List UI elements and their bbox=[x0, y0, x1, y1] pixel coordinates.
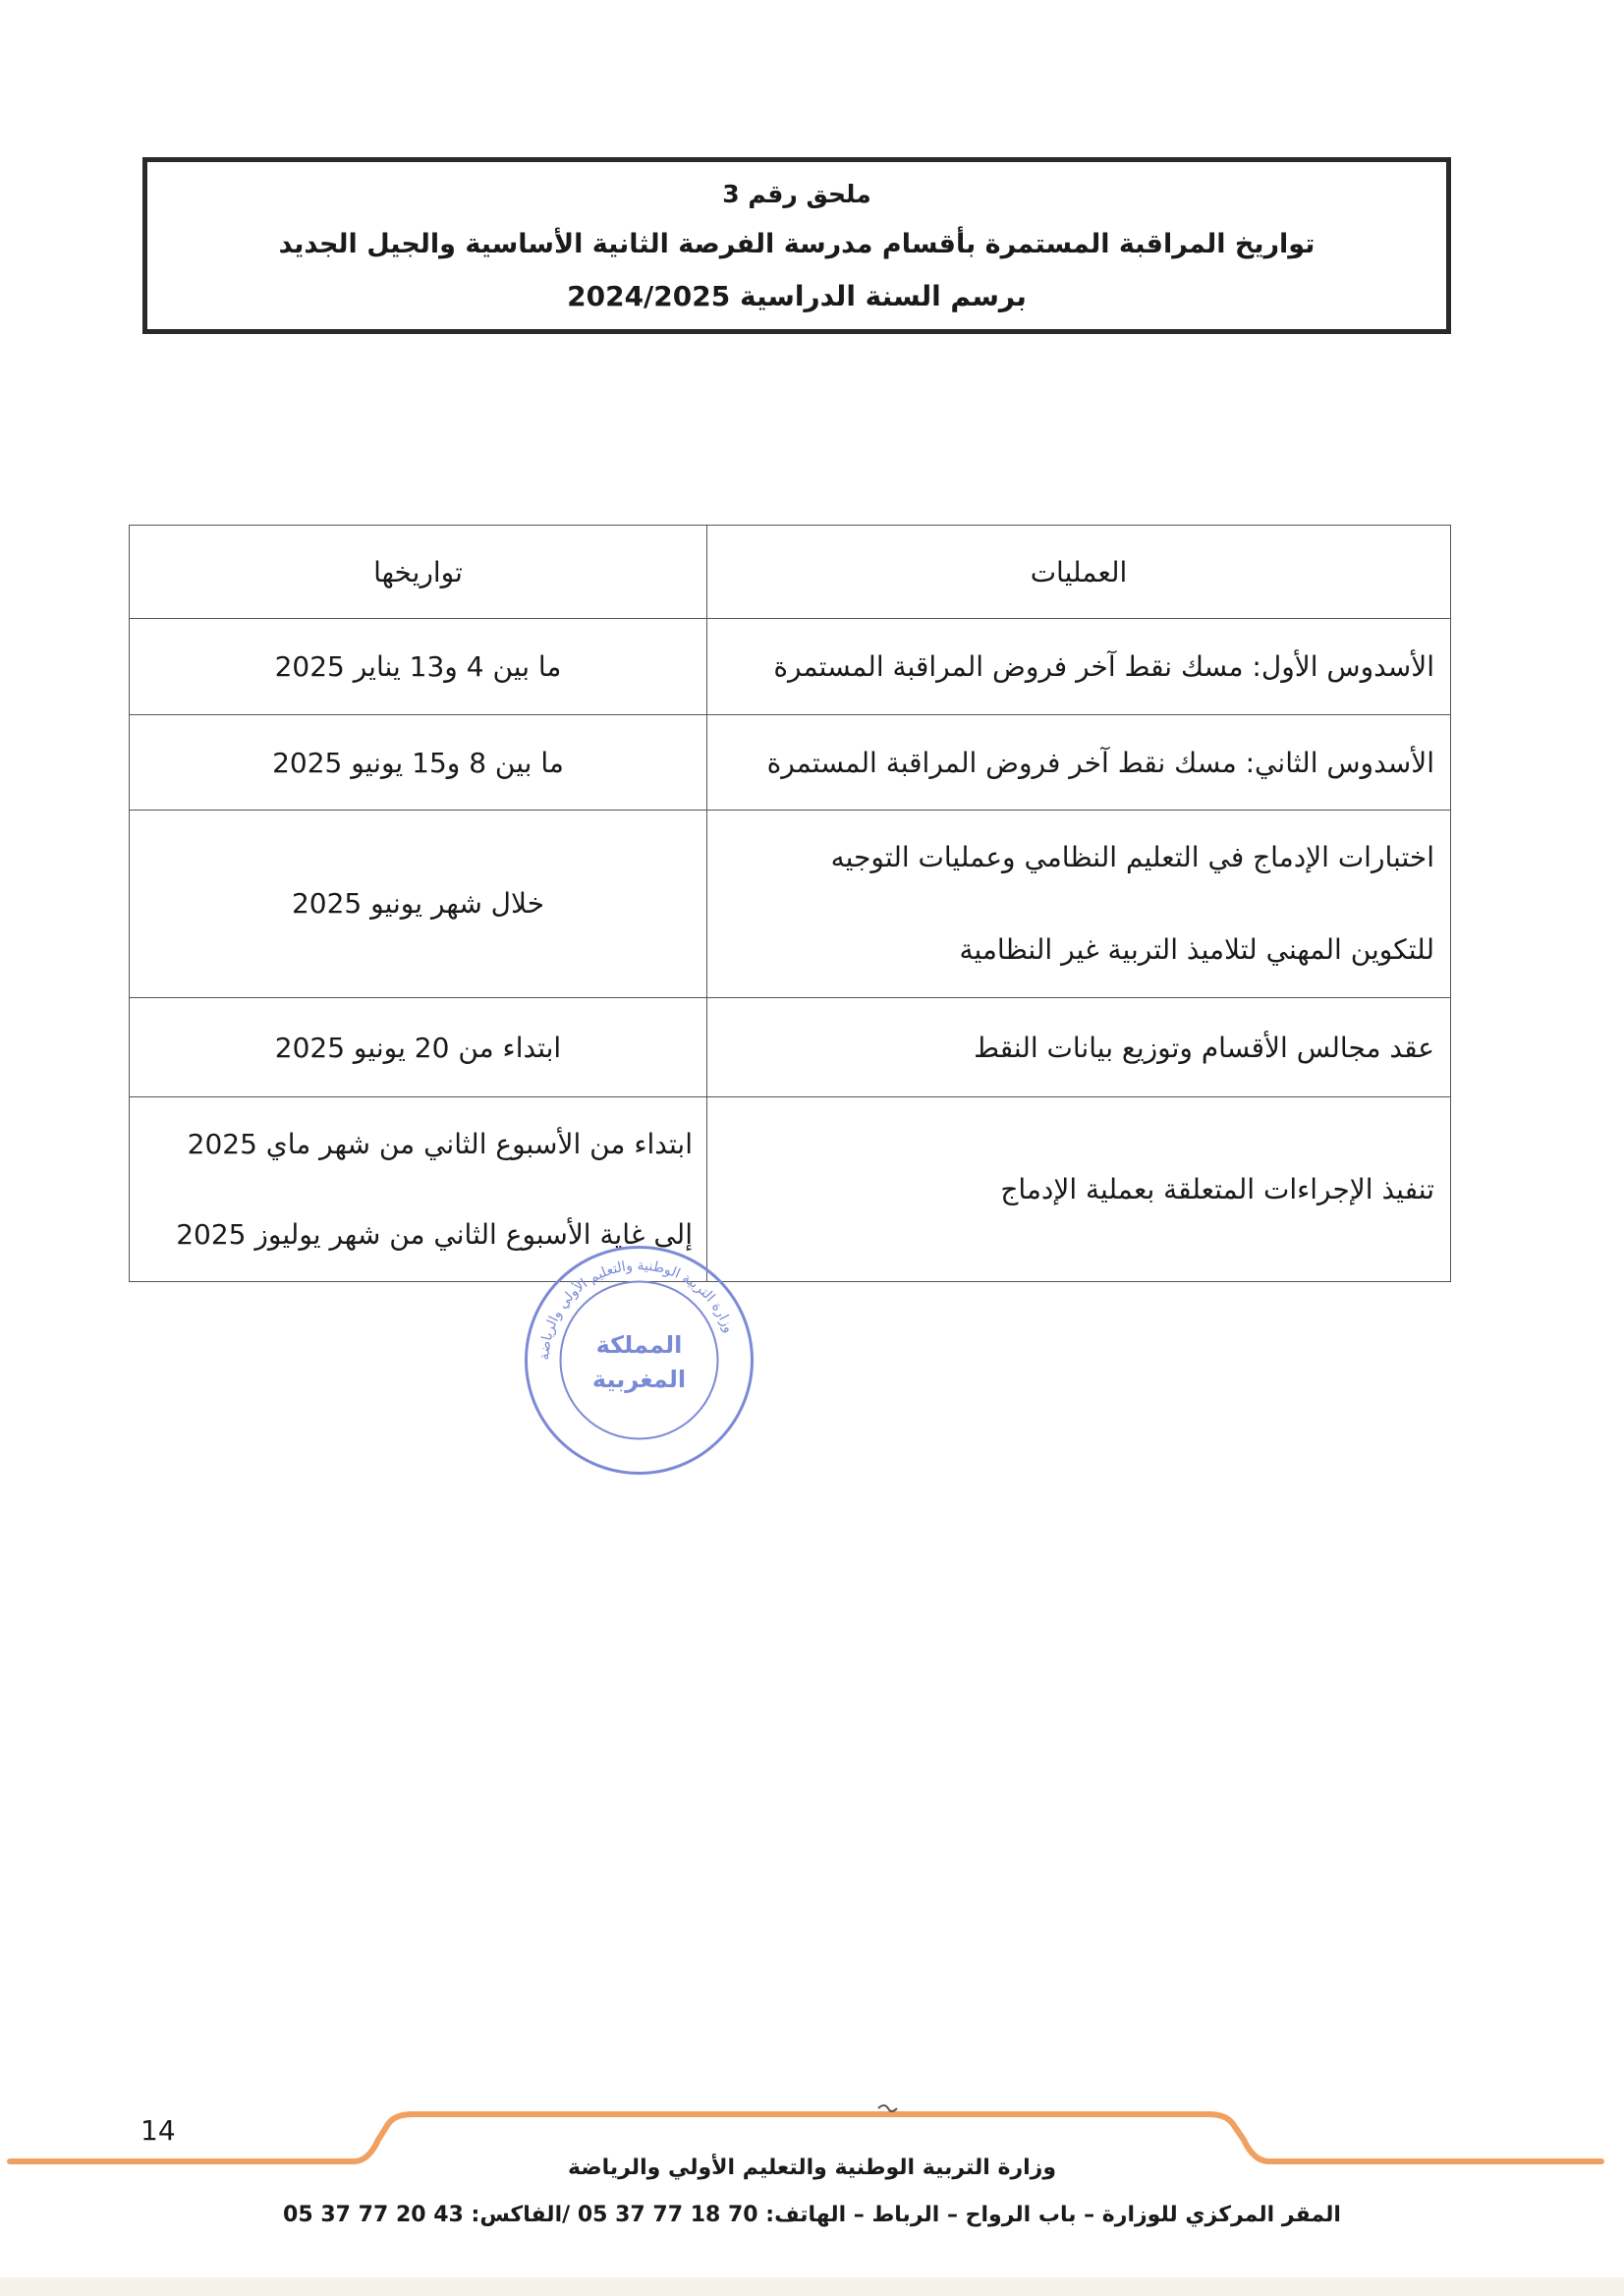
operation-cell: عقد مجالس الأقسام وتوزيع بيانات النقط bbox=[707, 998, 1451, 1097]
table-row bbox=[130, 998, 1451, 1097]
date-cell: خلال شهر يونيو 2025 bbox=[130, 811, 707, 998]
stamp-center-line1: المملكة bbox=[595, 1331, 683, 1359]
school-year: برسم السنة الدراسية 2024/2025 bbox=[567, 280, 1027, 312]
operation-cell: الأسدوس الأول: مسك نقط آخر فروض المراقبة المستمرة bbox=[707, 619, 1451, 715]
operation-line: اختبارات الإدماج في التعليم النظامي وعمليات التوجيه bbox=[830, 841, 1434, 873]
stamp-ring-text: وزارة التربية الوطنية والتعليم الأولي والرياضة bbox=[536, 1258, 737, 1361]
date-cell: ابتداء من 20 يونيو 2025 bbox=[130, 998, 707, 1097]
operation-line: للتكوين المهني لتلاميذ التربية غير النظامية bbox=[959, 933, 1434, 966]
emblem-icon bbox=[878, 2105, 897, 2111]
table-row bbox=[130, 619, 1451, 715]
table-row bbox=[130, 811, 1451, 998]
operation-cell: الأسدوس الثاني: مسك نقط آخر فروض المراقبة المستمرة bbox=[707, 715, 1451, 811]
table-header-row bbox=[130, 526, 1451, 619]
document-title: تواريخ المراقبة المستمرة بأقسام مدرسة الفرصة الثانية الأساسية والجيل الجديد bbox=[278, 229, 1316, 259]
page-number: 14 bbox=[140, 2114, 176, 2147]
date-line: ابتداء من الأسبوع الثاني من شهر ماي 2025 bbox=[187, 1127, 693, 1160]
stamp-inner-ring bbox=[561, 1282, 718, 1439]
date-cell: ما بين 4 و13 يناير 2025 bbox=[130, 619, 707, 715]
table-row bbox=[130, 1097, 1451, 1282]
operations-column-header: العمليات bbox=[707, 526, 1451, 619]
table-row bbox=[130, 715, 1451, 811]
operation-cell bbox=[707, 811, 1451, 998]
official-stamp bbox=[519, 1240, 759, 1481]
dates-column-header: تواريخها bbox=[130, 526, 707, 619]
operation-cell: تنفيذ الإجراءات المتعلقة بعملية الإدماج bbox=[707, 1097, 1451, 1282]
scan-bottom-strip bbox=[0, 2277, 1624, 2296]
schedule-table bbox=[129, 525, 1451, 1282]
annex-number: ملحق رقم 3 bbox=[722, 180, 871, 208]
date-line: إلى غاية الأسبوع الثاني من شهر يوليوز 2025 bbox=[176, 1217, 693, 1251]
stamp-center-line2: المغربية bbox=[591, 1366, 687, 1393]
annex-title-box bbox=[142, 157, 1451, 334]
footer-ministry-name: وزارة التربية الوطنية والتعليم الأولي والرياضة bbox=[568, 2156, 1056, 2180]
footer-address: المقر المركزي للوزارة – باب الرواح – الرباط – الهاتف: 70 18 77 37 05 /الفاكس: 43 20 77 37 05 bbox=[283, 2203, 1341, 2227]
date-cell: ما بين 8 و15 يونيو 2025 bbox=[130, 715, 707, 811]
